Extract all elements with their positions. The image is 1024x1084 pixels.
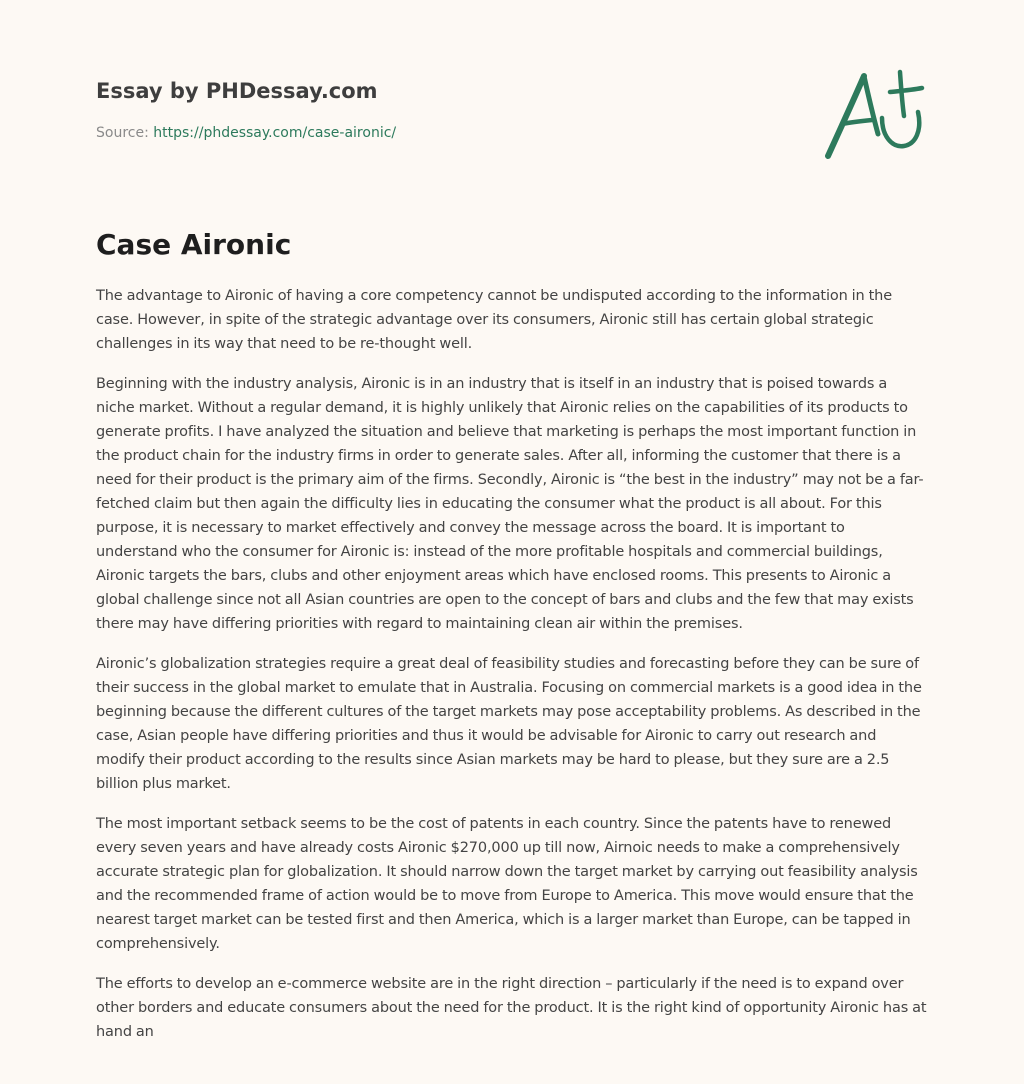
essay-paragraph: Aironic’s globalization strategies require a great deal of feasibility studies and forecasting before they can be sure of their success in the global market to emulate that in Australia. Focusing on commercial markets is a good idea in the beginning because the different cultures of the target markets may pose acceptability problems. As described in the case, Asian people have differing priorities and thus it would be advisable for Aironic to carry out research and modify their product according to the results since Asian markets may be hard to please, but they sure are a 2.5 billion plus market. [96,656,922,792]
essay-header [96,72,928,172]
essay-paragraph: The efforts to develop an e-commerce website are in the right direction – particularly if the need is to expand over other borders and educate consumers about the need for the product. It is the right kind of opportunity Aironic has at hand an [96,976,927,1040]
source-label: Source: [96,125,154,141]
a-plus-logo-icon [824,68,928,164]
essay-title: Case Aironic [96,228,292,261]
essay-paragraph: The most important setback seems to be the cost of patents in each country. Since the patents have to renewed every seven years and have already costs Aironic $270,000 up till now, Airnoic needs to make a comprehensively accurate strategic plan for globalization. It should narrow down the target market by carrying out feasibility analysis and the recommended frame of action would be to move from Europe to America. This move would ensure that the nearest target market can be tested first and then America, which is a larger market than Europe, can be tapped in comprehensively. [96,816,918,952]
essay-body [96,284,928,1060]
essay-paragraph: The advantage to Aironic of having a core competency cannot be undisputed according to the information in the case. However, in spite of the strategic advantage over its consumers, Aironic still has certain global strategic challenges in its way that need to be re-thought well. [96,288,892,352]
site-brand: Essay by PHDessay.com [96,79,378,103]
source-link[interactable]: https://phdessay.com/case-aironic/ [153,125,397,141]
essay-paragraph: Beginning with the industry analysis, Aironic is in an industry that is itself in an industry that is poised towards a niche market. Without a regular demand, it is highly unlikely that Aironic relies on the capabilities of its products to generate profits. I have analyzed the situation and believe that marketing is perhaps the most important function in the product chain for the industry firms in order to generate sales. After all, informing the customer that there is a need for their product is the primary aim of the firms. Secondly, Aironic is “the best in the industry” may not be a far-fetched claim but then again the difficulty lies in educating the consumer what the product is all about. For this purpose, it is necessary to market effectively and convey the message across the board. It is important to understand who the consumer for Aironic is: instead of the more profitable hospitals and commercial buildings, Aironic targets the bars, clubs and other enjoyment areas which have enclosed rooms. This presents to Aironic a global challenge since not all Asian countries are open to the concept of bars and clubs and the few that may exists there may have differing priorities with regard to maintaining clean air within the premises. [96,376,924,632]
source-line [96,123,396,143]
